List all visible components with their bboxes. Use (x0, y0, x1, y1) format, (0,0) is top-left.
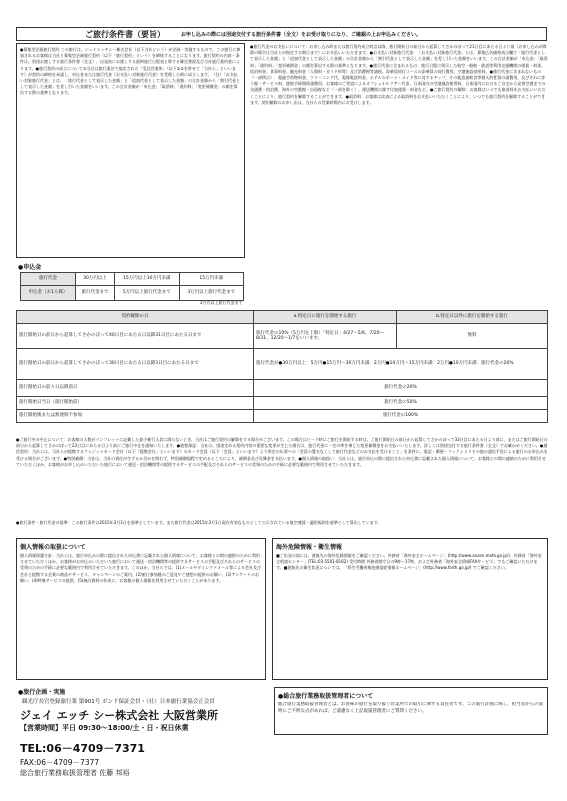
cancel-day-cell: 旅行開始日の前日から起算してさかのぼって40日目にあたる日以降31日目にあたる日まで (17, 324, 254, 349)
fee-extra-note: 2万円以上旅行代金まで (200, 300, 243, 305)
cancel-header-day: 契約解除の日 (17, 311, 254, 324)
fee-header-cell: 旅行代金 (21, 273, 76, 286)
table-row (21, 286, 244, 301)
table-row (21, 273, 244, 286)
company-hours: 【営業時間】平日 09:30～18:00/土・日・祝日休業 (20, 724, 189, 732)
payment-terms-text: ●旅行代金のお支払いについて：お申し込み時または旅行契約成立時点以降、旅行開始日の前日から起算してさかのぼって21日目にあたる日より前（お申し込みが間際の場合は当社らが指定する期日まで）にお支払いいただきます。●お支払い対象旅行代金：「お支払い対象旅行代金」とは、募集広告価格表示欄で「旅行代金として表示した金額」と「追加代金として表示した金額」の合計金額から「割引代金として表示した金額」を差し引いた金額をいいます。この合計金額が「申込金」「取消料」「違約料」「変更補償金」の額を算出する際の基準となります。●旅行代金に含まれるもの：旅行日程に明示した航空・船舶・鉄道等利用交通機関の運賃・料金、宿泊料金、食事料金、観光料金（入場料・ガイド料等）及び消費税等諸税。添乗員同行コースの添乗員の同行費用、空港施設使用料。●旅行代金に含まれないもの（一部例示）：超過手荷物料金、クリーニング代、電報電話料金、ホテルのボーイ・メイド等に対するチップ、その他追加飲食等個人的性質の諸費用、及びそれに伴う税・サービス料、渡航手続関係諸費用、お客様のご希望によるオプショナルツアー代金、日本国内の空港施設使用料、日本国内におけるご自宅から発着空港までの交通費・宿泊費、海外の空港税・出国税など（一部を除く）、運送機関の課す付加運賃・料金など。●ご旅行契約の解除：お客様はいつでも取消料をお支払いいただくことにより、旅行契約を解除することができます。●取消料：お客様は次表による取消料をお支払いいただくことにより、いつでも旅行契約を解除することができます。契約解除のお申し出は、当社らの営業時間内にお受けします。 (250, 44, 548, 105)
manager-box (274, 687, 548, 735)
contract-terms-text: ●募集型企画旅行契約 この旅行は、ジェイエッチシー株式会社（以下当社という）が企画・実施するもので、この旅行に参加されるお客様は当社と募集型企画旅行契約（以下「旅行契約」という）を締結することになります。旅行契約の内容・条件は、別途お渡しする旅行条件書（全文）、出発前にお渡しする最終旅行日程表と称する確定書面及び当社旅行業約款によります。●旅行契約の成立について①当社は旅行業法で規定された「受託営業所」（以下①②を併せて「当社ら」といいます）が契約の締結を承諾し、申込金または旅行代金（お支払い対象旅行代金）を受理した時に成立します。（注）「お支払い対象旅行代金」とは、「旅行代金として表示した金額」と「追加代金として表示した金額」の合計金額から「割引代金として表示した金額」を差し引いた金額をいいます。この合計金額が「申込金」「取消料」「違約料」「変更補償金」の額を算出する際の基準となります。 (20, 47, 241, 96)
safety-text: ■ご出発の前には、渡航先の海外危険情報をご確認ください。外務省「海外安全ホームページ」(http://www.anzen.mofa.go.jp/)、外務省「海外安全相談センター」(TEL:03-5501-8162) 受付時間 外務省開庁日の9時〜17時、および外務省「海外安全情報FAXサービス」でもご確認いただけます。■渡航先の衛生状況については、「厚生労働省検疫感染症情報ホームページ」(http://www.forth.go.jp/) でご確認ください。 (276, 553, 542, 571)
fee-header-cell: 15万円以上30万円未満 (115, 273, 179, 286)
table-row (17, 324, 548, 349)
table-row (17, 410, 548, 423)
cancel-day-cell: 旅行開始後または無連絡不参加 (17, 410, 254, 423)
cancel-header-a: a.特定日に旅行を開始する旅行 (254, 311, 397, 324)
fee-header-cell: 15万円未満 (179, 273, 244, 286)
table-row (17, 380, 548, 397)
privacy-title: 個人情報の取扱について (20, 544, 86, 551)
fee-value-cell: 旅行代金まで (76, 286, 115, 301)
cancel-day-cell: 旅行開始日の前日から起算してさかのぼって30日目にあたる日以降3日目にあたる日まで (17, 349, 254, 380)
fee-value-cell: 3万円以上旅行代金まで (179, 286, 244, 301)
page-title: ご旅行条件書（要旨） (85, 29, 165, 39)
table-row (17, 349, 548, 380)
safety-box (272, 538, 548, 680)
cancel-day-cell: 旅行開始日の前々日以降前日 (17, 380, 254, 397)
cancellation-table (16, 310, 548, 423)
privacy-box (16, 538, 266, 680)
cancel-a-cell: 旅行代金の10%（5万円を上限）「特定日」4/27〜5/6、7/20〜8/31、12/20〜1/7をいいます。 (254, 324, 397, 349)
cancel-a-cell: 旅行代金が●30万円以上：5万円●15万円〜30万円未満：2万円●10万円〜15万円未満：2万円●10万円未満：旅行代金の20% (254, 349, 548, 380)
cancel-a-cell: 旅行代金の100% (254, 410, 548, 423)
fee-row-label: 申込金（お1人様） (21, 286, 76, 301)
cancel-b-cell: 無料 (397, 324, 548, 349)
cancel-day-cell: 旅行開始日当日（旅行開始前） (17, 397, 254, 410)
header-note: お申し込みの際には別途交付する旅行条件書（全文）をお受け取りになり、ご確認の上お申込みください。 (181, 31, 422, 38)
privacy-text: 個人情報保護方針：当社らは、旅行申込みの際に提出された申込書に記載された個人情報について、お客様との間の連絡のために利用させていただくほか、お客様がお申込みいただいた旅行において運送・宿泊機関等の提供するサービスの手配及びそれらのサービスの受領のための手続に必要な範囲内で利用させていただきます。このほか、当社らでは、(1)メールやダイレクトメール等による会社及び会社と提携する企業の商品やサービス、キャンペーンのご案内、(2)旅行参加後のご意見やご感想の提供のお願い、(3)アンケートのお願い、(4)特典サービスの提供、(5)統計資料の作成に、お客様の個人情報を利用させていただくことがあります。 (20, 553, 261, 583)
contract-terms-box (16, 43, 245, 258)
manager-box-text: 総合旅行業務取扱管理者とは、お客様の旅行を取り扱う営業所での取引に関する責任者です。この旅行計画に関し、担当者からの説明にご不明な点があれば、ご遠慮なく上記取扱管理者にご質問ください。 (278, 702, 544, 714)
company-name: ジェイ エッチ シー株式会社 大阪営業所 (20, 709, 219, 722)
cancel-a-cell: 旅行代金の20% (254, 380, 548, 397)
company-tel: TEL:06－4709－7371 (20, 742, 145, 755)
safety-title: 海外危険情報・衛生情報 (276, 544, 343, 551)
fee-value-cell: 5万円以上旅行代金まで (115, 286, 179, 301)
company-label: ●旅行企画・実施 (18, 689, 66, 696)
conditions-header (16, 27, 547, 41)
table-row (17, 311, 548, 324)
basis-text: ●旅行条件・旅行代金の基準：この旅行条件は2015年3月1日を基準としています。また旅行代金は2015年3月1日現在有効なものとして公示されている航空運賃・適用規則を基準として算出しています。 (16, 520, 382, 525)
cancel-a-cell: 旅行代金の50% (254, 397, 548, 410)
application-fee-table (20, 272, 244, 301)
company-manager: 総合旅行業務取扱管理者 佐藤 邦裕 (20, 769, 130, 777)
manager-box-title: ●総合旅行業務取扱管理者について (278, 693, 374, 700)
middle-text: ●ご旅行中の中止について：お客様の人数がパンフレットに記載した最少催行人員に満たないとき、当社はご旅行契約の解除をする場合がございます。この場合はピーク時にご旅行を開始する時は、ご旅行開始日の前日から起算してさかのぼって33日目にあたる日より前に、またはご旅行開始日の前日から起算してさかのぼって23日目にあたる日より前にご旅行中止を通知いたします。●旅程保証：当社は、別途定める契約内容の重要な変更が生じた場合は、旅行代金に一定の率を乗じた変更補償金をお支払いいたします。詳しくは別途交付する旅行条件書（全文）でお確かめください。●通信契約：当社らは、当社らが提携するクレジットカード会社（以下「提携会社」といいます）のカード会員（以下「会員」といいます）より所定の伝票への「会員の署名なくして旅行代金などのお支払を受けること」を条件に、電話・郵便・ファクシミリその他の通信手段による旅行のお申込みを受ける場合がございます。●特別補償：当社は、当社の責任が生ずるか否かを問わず、特別補償規程で定めるところにより、補償金及び見舞金を支払います。●個人情報の取扱い：当社らは、旅行申込の際に提出された申込書に記載された個人情報について、お客様との間の連絡のために利用させていただくほか、お客様がお申し込みいただいた旅行において運送・宿泊機関等の提供するサービスの手配及びそれらのサービスの受領のための手続に必要な範囲内で利用させていただきます。 (16, 437, 548, 467)
cancel-header-b: b.特定日以外に旅行を開始する旅行 (397, 311, 548, 324)
application-fee-label: ●申込金 (18, 264, 42, 271)
company-fax: FAX:06－4709－7377 (20, 758, 100, 767)
table-row (17, 397, 548, 410)
company-license: 観光庁長官登録旅行業 第901号 ボンド保証会員・（社）日本旅行業協会正会員 (22, 699, 215, 705)
fee-header-cell: 30万円以上 (76, 273, 115, 286)
